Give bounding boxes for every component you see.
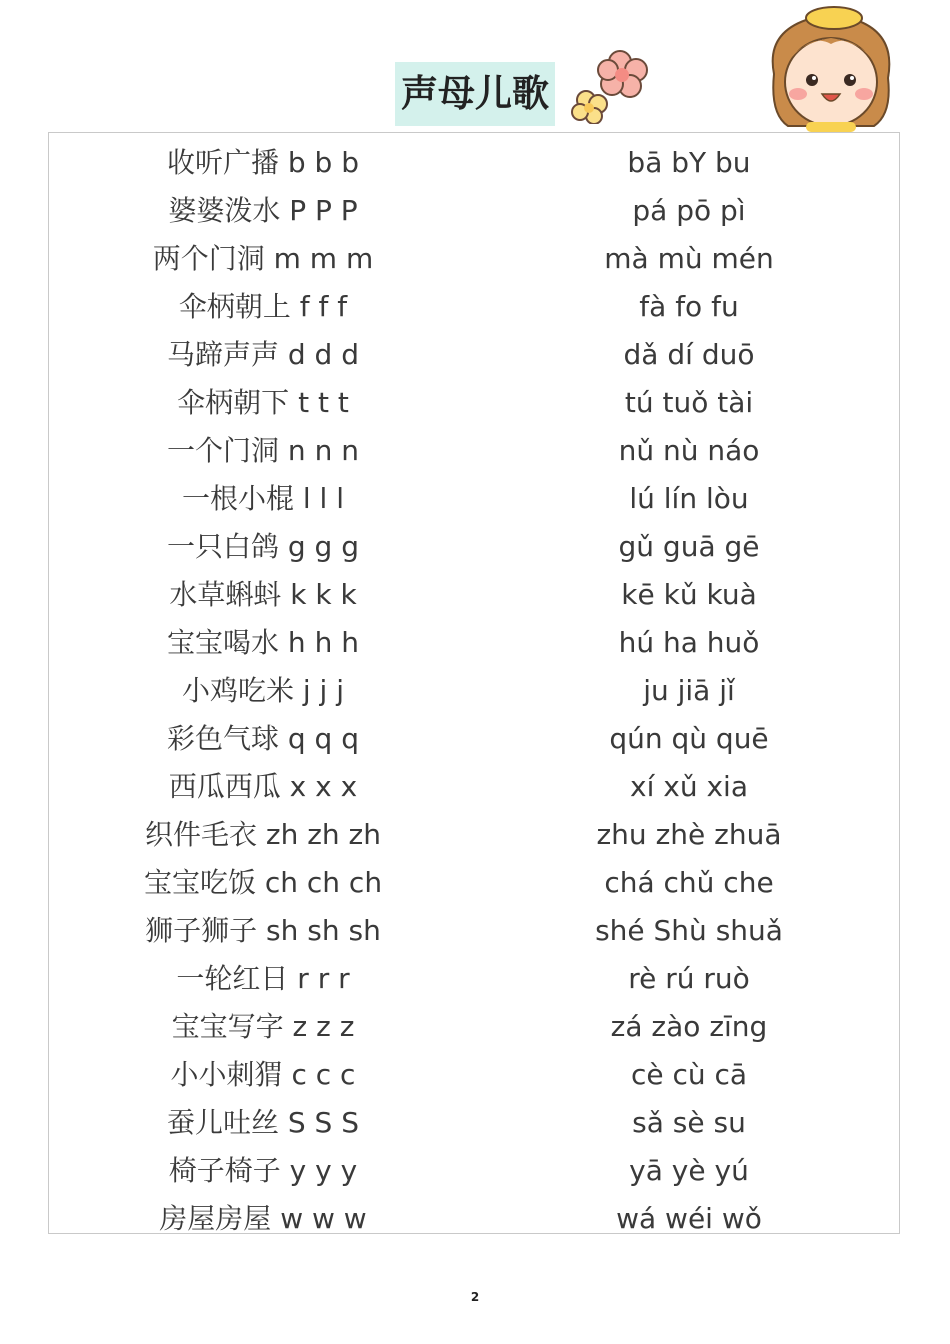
cartoon-girl-icon (756, 4, 906, 136)
rhyme-text: 收听广播 b b b (166, 146, 360, 179)
table-row (49, 427, 901, 475)
table-row (49, 379, 901, 427)
rhyme-text: 织件毛衣 zh zh zh (144, 818, 382, 851)
pinyin-text: sǎ sè su (632, 1106, 746, 1139)
rhyme-text: 水草蝌蚪 k k k (169, 578, 357, 611)
rhyme-text: 椅子椅子 y y y (168, 1154, 358, 1187)
pinyin-text: chá chǔ che (604, 866, 774, 899)
rhyme-text: 蚕儿吐丝 S S S (166, 1106, 360, 1139)
rhyme-text: 小鸡吃米 j j j (181, 674, 345, 707)
table-row (49, 811, 901, 859)
table-row (49, 1099, 901, 1147)
pinyin-text: wá wéi wǒ (616, 1202, 762, 1235)
table-row (49, 1051, 901, 1099)
pinyin-text: qún qù quē (609, 722, 769, 755)
rhyme-text: 一根小棍 l l l (181, 482, 345, 515)
pinyin-text: mà mù mén (604, 242, 774, 275)
rhyme-text: 小小刺猬 c c c (170, 1058, 356, 1091)
pinyin-text: nǔ nù náo (618, 434, 760, 467)
rhyme-text: 狮子狮子 sh sh sh (145, 914, 381, 947)
pinyin-text: zá zào zīng (610, 1010, 768, 1043)
pinyin-text: bā bY bu (627, 146, 751, 179)
table-row (49, 1147, 901, 1195)
table-row (49, 571, 901, 619)
table-row (49, 523, 901, 571)
table-row (49, 235, 901, 283)
rhyme-text: 婆婆泼水 P P P (168, 194, 358, 227)
pinyin-text: xí xǔ xia (630, 770, 748, 803)
pinyin-text: yā yè yú (629, 1154, 749, 1187)
rhyme-text: 西瓜西瓜 x x x (168, 770, 358, 803)
table-row (49, 859, 901, 907)
table-row (49, 1003, 901, 1051)
rhyme-text: 一轮红日 r r r (176, 962, 350, 995)
table-row (49, 907, 901, 955)
table-row (49, 139, 901, 187)
pinyin-text: kē kǔ kuà (621, 578, 757, 611)
page-title: 声母儿歌 (395, 62, 555, 126)
rhyme-text: 宝宝喝水 h h h (167, 626, 359, 659)
table-row (49, 331, 901, 379)
rhyme-table (48, 132, 900, 1234)
table-row (49, 187, 901, 235)
table-row (49, 1195, 901, 1243)
table-row (49, 763, 901, 811)
pinyin-text: shé Shù shuǎ (595, 914, 783, 947)
pinyin-text: lú lín lòu (629, 482, 749, 515)
rhyme-text: 宝宝吃饭 ch ch ch (143, 866, 383, 899)
page-number: 2 (470, 1290, 480, 1304)
pinyin-text: ju jiā jǐ (643, 674, 735, 707)
pinyin-text: pá pō pì (632, 194, 746, 227)
table-row (49, 475, 901, 523)
rhyme-text: 两个门洞 m m m (152, 242, 374, 275)
pinyin-text: dǎ dí duō (623, 338, 755, 371)
table-row (49, 955, 901, 1003)
table-row (49, 283, 901, 331)
rhyme-text: 一个门洞 n n n (167, 434, 359, 467)
table-row (49, 619, 901, 667)
rhyme-text: 马蹄声声 d d d (166, 338, 360, 371)
rhyme-text: 宝宝写字 z z z (171, 1010, 355, 1043)
rhyme-text: 彩色气球 q q q (166, 722, 360, 755)
pinyin-text: hú ha huǒ (618, 626, 760, 659)
rhyme-text: 伞柄朝下 t t t (177, 386, 349, 419)
table-row (49, 667, 901, 715)
pinyin-text: gǔ guā gē (618, 530, 760, 563)
rhyme-text: 房屋房屋 w w w (159, 1202, 367, 1235)
pinyin-text: rè rú ruò (628, 962, 750, 995)
rhyme-text: 一只白鸽 g g g (166, 530, 360, 563)
table-row (49, 715, 901, 763)
pinyin-text: fà fo fu (639, 290, 739, 323)
pinyin-text: zhu zhè zhuā (596, 818, 782, 851)
pinyin-text: cè cù cā (630, 1058, 748, 1091)
pinyin-text: tú tuǒ tài (624, 386, 754, 419)
rhyme-text: 伞柄朝上 f f f (178, 290, 348, 323)
flower-clouds-icon (568, 48, 658, 124)
